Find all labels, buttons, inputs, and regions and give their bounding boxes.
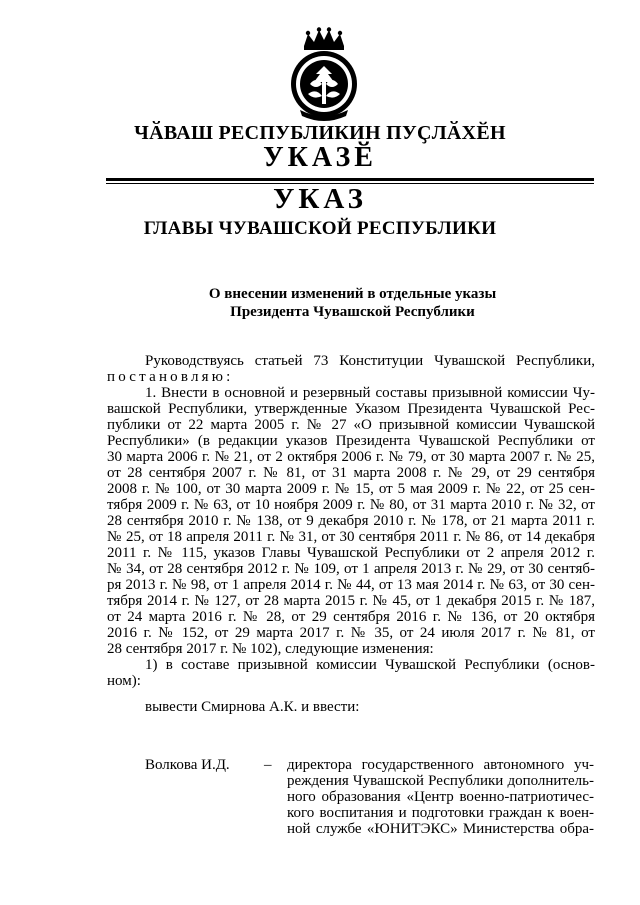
text-line: 30 марта 2006 г. № 21, от 2 октября 2006 г. № 79, от 30 марта 2007 г. № 25, [107,449,595,465]
header-divider-thick [106,178,594,181]
member-name: Волкова И.Д. [145,757,230,773]
header-russian-line1: УКАЗ [273,183,367,215]
text-line: реждения Чувашской Республики дополнитель- [287,773,594,789]
text-line: от 24 марта 2016 г. № 28, от 29 сентября 2016 г. № 136, от 20 октября [107,609,595,625]
text-line: 2008 г. № 100, от 30 марта 2009 г. № 15, от 5 мая 2009 г. № 22, от 25 сен- [107,481,595,497]
text-line: ной службе «ЮНИТЭКС» Министерства обра- [287,821,594,837]
document-body [107,353,595,715]
text-line: от 28 сентября 2007 г. № 81, от 31 марта 2008 г. № 29, от 29 сентября [107,465,595,481]
header-russian-line2: ГЛАВЫ ЧУВАШСКОЙ РЕСПУБЛИКИ [143,218,497,239]
text-line: тября 2009 г. № 63, от 10 ноября 2009 г. № 80, от 31 марта 2010 г. № 32, от [107,497,595,513]
paragraph-remove-add: вывести Смирнова А.К. и ввести: [145,699,360,715]
paragraph-item-1 [107,385,595,657]
member-dash: – [264,757,272,773]
document-title [200,285,505,321]
text-line: 1. Внести в основной и резервный составы призывной комиссии Чу- [145,385,595,401]
text-line: 1) в составе призывной комиссии Чувашской Республики (основ- [145,657,595,673]
text-line: 28 сентября 2017 г. № 102), следующие изменения: [107,641,434,657]
header-chuvash-line2: УКАЗӖ [263,142,377,173]
text-line: ном): [107,673,141,689]
text-line: кого воспитания и подготовки граждан к воен- [287,805,594,821]
text-line: ного образования «Центр военно-патриотичес- [287,789,594,805]
text-line: 28 сентября 2010 г. № 138, от 9 декабря 2010 г. № 178, от 21 марта 2011 г. [107,513,595,529]
text-line: № 25, от 18 апреля 2011 г. № 31, от 30 сентября 2011 г. № 86, от 14 декабря [107,529,595,545]
text-line: вашской Республики, утвержденные Указом Президента Чувашской Рес- [107,401,595,417]
text-line: 2011 г. № 115, указов Главы Чувашской Республики от 2 апреля 2012 г. [107,545,595,561]
text-line: публики от 22 марта 2005 г. № 27 «О призывной комиссии Чувашской [107,417,595,433]
member-description [287,757,594,837]
text-line: тября 2014 г. № 127, от 28 марта 2015 г. № 45, от 1 декабря 2015 г. № 187, [107,593,595,609]
crown-icon [304,27,344,50]
document-title-line1: О внесении изменений в отдельные указы [208,286,497,302]
decree-word: постановляю: [107,369,234,385]
text-line: 2016 г. № 152, от 29 марта 2017 г. № 35, от 24 июля 2017 г. № 81, от [107,625,595,641]
header-chuvash-line1: ЧӐВАШ РЕСПУБЛИКИН ПУҪЛӐХӖН [134,122,506,144]
emblem-of-chuvashia [286,26,362,122]
text-line: ря 2013 г. № 98, от 1 апреля 2014 г. № 44, от 13 мая 2014 г. № 63, от 30 сен- [107,577,595,593]
paragraph-sub-item-1 [107,657,595,689]
paragraph-preamble-line2 [107,369,595,385]
text-line: директора государственного автономного уч- [287,757,594,773]
document-title-line2: Президента Чувашской Республики [230,304,475,320]
text-line: Республики» (в редакции указов Президента Чувашской Республики от [107,433,595,449]
paragraph-preamble-line1: Руководствуясь статьей 73 Конституции Чувашской Республики, [145,353,595,369]
text-line: № 34, от 28 сентября 2012 г. № 109, от 1 апреля 2013 г. № 29, от 30 сентяб- [107,561,595,577]
